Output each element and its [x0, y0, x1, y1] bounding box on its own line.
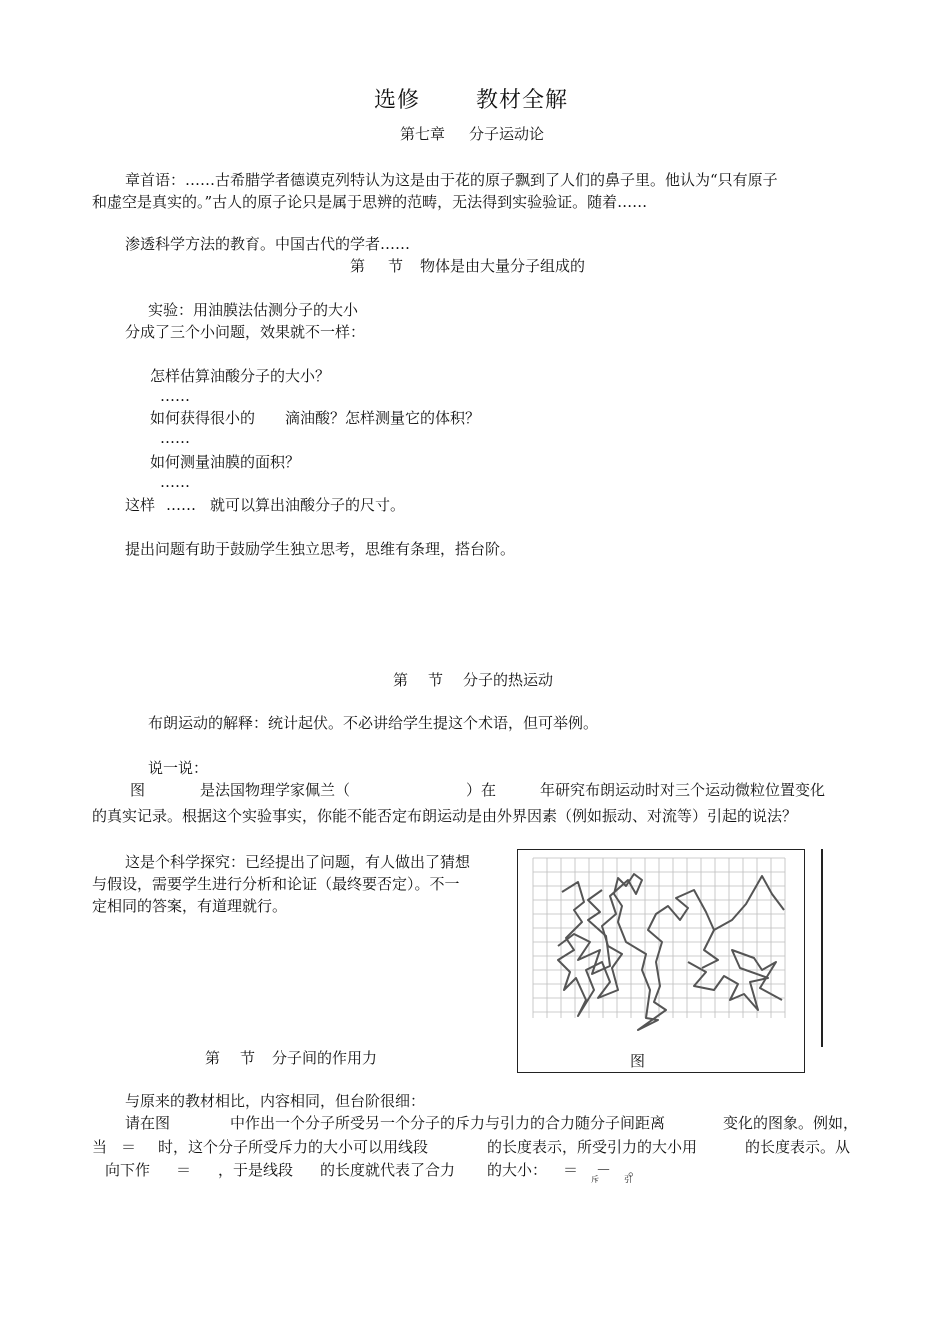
say-label: 说一说： [148, 759, 209, 777]
s3-line3-minus: － [596, 1161, 612, 1179]
s3-line1-b: 中作出一个分子所受另一个分子的斥力与引力的合力随分子间距离 [230, 1114, 666, 1132]
grid [533, 858, 785, 1018]
intro-line-2: 和虚空是真实的。”古人的原子论只是属于思辨的范畴，无法得到实验验证。随着…… [92, 193, 648, 211]
ellipsis-2: …… [160, 429, 190, 447]
particle-path-4 [714, 876, 784, 930]
s3-line2-c: 的长度表示，所受引力的大小用 [487, 1138, 698, 1156]
s3-line1-a: 请在图 [125, 1114, 171, 1132]
section3-heading: 分子间的作用力 [272, 1049, 378, 1067]
subscript-repulsion: 斥 [591, 1175, 599, 1184]
s3-line2-b: 时，这个分子所受斥力的大小可以用线段 [158, 1138, 429, 1156]
s3-line2-a: 当 [92, 1138, 108, 1156]
s3-line3-a: 向下作 [105, 1161, 151, 1179]
inquiry-line-1: 这是个科学探究：已经提出了问题，有人做出了猜想 [125, 853, 471, 871]
ellipsis-3: …… [160, 473, 190, 491]
s3-line3-period: 。 [628, 1161, 644, 1179]
particle-path-3 [688, 950, 782, 1010]
figure-caption: 图 [630, 1052, 646, 1070]
s3-line2-eq: ＝ [121, 1138, 137, 1156]
section1-heading: 物体是由大量分子组成的 [420, 257, 586, 275]
p1-a: 是法国物理学家佩兰（ [200, 781, 351, 799]
p2: 的真实记录。根据这个实验事实，你能不能否定布朗运动是由外界因素（例如振动、对流等）引起的说法？ [92, 807, 798, 825]
margin-rule [821, 849, 823, 1047]
experiment-title: 实验：用油膜法估测分子的大小 [148, 301, 359, 319]
thus-b: …… [166, 496, 196, 514]
raise-questions-note: 提出问题有助于鼓励学生独立思考，思维有条理，搭台阶。 [125, 540, 516, 558]
question-1: 怎样估算油酸分子的大小？ [150, 367, 331, 385]
intro-line-3: 渗透科学方法的教育。中国古代的学者…… [125, 235, 411, 253]
section2-di: 第 [393, 671, 409, 689]
brownian-motion-plot [518, 850, 803, 1050]
section3-jie: 节 [240, 1049, 256, 1067]
brownian-note: 布朗运动的解释：统计起伏。不必讲给学生提这个术语，但可举例。 [148, 714, 599, 732]
chapter-number: 第七章 [400, 125, 446, 143]
s3-line1-c: 变化的图象。例如， [723, 1114, 859, 1132]
compare-note: 与原来的教材相比，内容相同，但台阶很细： [125, 1092, 426, 1110]
s3-line3-d: 的大小： [487, 1161, 548, 1179]
s3-line3-c: 的长度就代表了合力 [320, 1161, 456, 1179]
inquiry-line-3: 定相同的答案，有道理就行。 [92, 897, 288, 915]
page-title-left: 选修 [374, 88, 421, 113]
thus-a: 这样 [125, 496, 156, 514]
ellipsis-1: …… [160, 387, 190, 405]
particle-path-1 [558, 874, 718, 1030]
s3-line3-eq: ＝ [176, 1161, 192, 1179]
p1-c: 年研究布朗运动时对三个运动微粒位置变化 [540, 781, 826, 799]
brownian-motion-figure [517, 849, 805, 1073]
p1-b: ）在 [466, 781, 497, 799]
section2-jie: 节 [428, 671, 444, 689]
s3-line3-eq2: ＝ [563, 1161, 579, 1179]
question-2-part-b: 滴油酸？怎样测量它的体积？ [285, 409, 481, 427]
split-intro: 分成了三个小问题，效果就不一样： [125, 323, 366, 341]
section1-jie: 节 [388, 257, 404, 275]
question-3: 如何测量油膜的面积？ [150, 453, 301, 471]
thus-c: 就可以算出油酸分子的尺寸。 [210, 496, 406, 514]
p1-fig: 图 [130, 781, 146, 799]
section2-heading: 分子的热运动 [463, 671, 554, 689]
chapter-title: 分子运动论 [469, 125, 545, 143]
s3-line2-d: 的长度表示。从 [745, 1138, 851, 1156]
inquiry-line-2: 与假设，需要学生进行分析和论证（最终要否定）。不一 [92, 875, 460, 893]
page-title-right: 教材全解 [476, 88, 569, 113]
intro-line-1: 章首语：……古希腊学者德谟克列特认为这是由于花的原子飘到了人们的鼻子里。他认为“只有原子 [125, 171, 778, 189]
subscript-attraction: 引 [624, 1175, 632, 1184]
question-2-part-a: 如何获得很小的 [150, 409, 256, 427]
s3-line3-b: ，于是线段 [218, 1161, 294, 1179]
section1-di: 第 [350, 257, 366, 275]
section3-di: 第 [205, 1049, 221, 1067]
